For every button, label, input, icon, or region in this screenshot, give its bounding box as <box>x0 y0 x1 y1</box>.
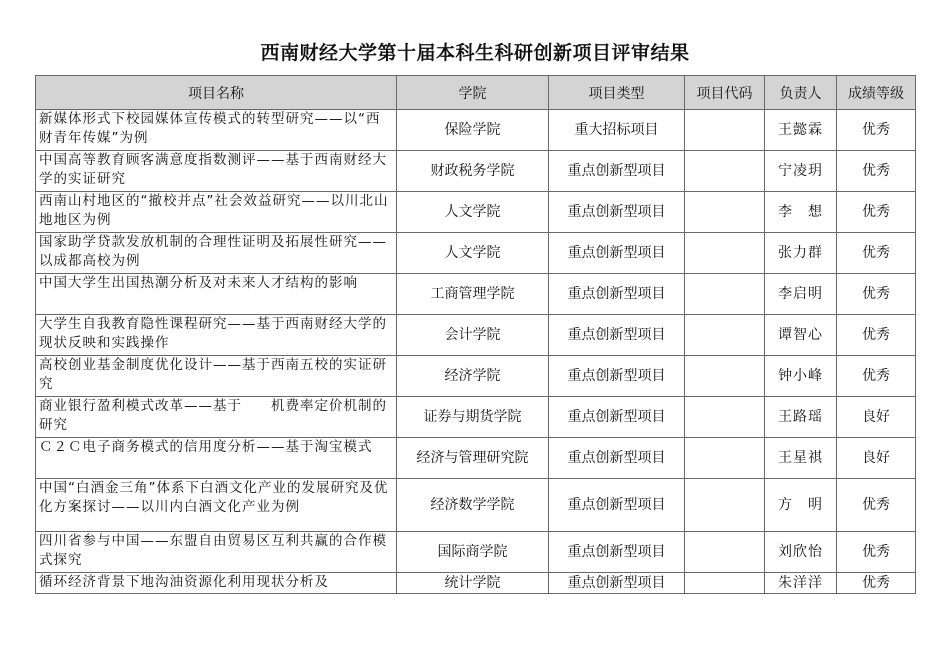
college-cell: 经济数学学院 <box>397 479 549 532</box>
project-code-cell <box>685 315 765 356</box>
college-cell: 统计学院 <box>397 573 549 594</box>
leader-cell: 谭智心 <box>765 315 837 356</box>
header-project-type: 项目类型 <box>549 76 685 110</box>
grade-cell: 优秀 <box>837 274 916 315</box>
grade-cell: 良好 <box>837 438 916 479</box>
header-grade: 成绩等级 <box>837 76 916 110</box>
table-row <box>36 192 916 233</box>
leader-cell: 刘欣怡 <box>765 532 837 573</box>
table-row <box>36 274 916 315</box>
project-code-cell <box>685 532 765 573</box>
project-name-cell: 西南山村地区的“撤校并点”社会效益研究——以川北山地地区为例 <box>36 192 397 233</box>
project-type-cell: 重点创新型项目 <box>549 356 685 397</box>
leader-cell: 王懿霖 <box>765 110 837 151</box>
project-name-cell: 大学生自我教育隐性课程研究——基于西南财经大学的现状反映和实践操作 <box>36 315 397 356</box>
project-name-cell: 商业银行盈利模式改革——基于 机费率定价机制的研究 <box>36 397 397 438</box>
project-type-cell: 重点创新型项目 <box>549 274 685 315</box>
table-row <box>36 532 916 573</box>
project-type-cell: 重点创新型项目 <box>549 532 685 573</box>
college-cell: 会计学院 <box>397 315 549 356</box>
project-type-cell: 重点创新型项目 <box>549 397 685 438</box>
project-type-cell: 重点创新型项目 <box>549 233 685 274</box>
table-row <box>36 573 916 594</box>
college-cell: 经济与管理研究院 <box>397 438 549 479</box>
college-cell: 证券与期货学院 <box>397 397 549 438</box>
table-row <box>36 397 916 438</box>
leader-cell: 方 明 <box>765 479 837 532</box>
table-row <box>36 356 916 397</box>
project-type-cell: 重点创新型项目 <box>549 192 685 233</box>
college-cell: 财政税务学院 <box>397 151 549 192</box>
table-row <box>36 479 916 532</box>
project-name-cell: 四川省参与中国——东盟自由贸易区互利共赢的合作模式探究 <box>36 532 397 573</box>
project-name-cell: 中国“白酒金三角”体系下白酒文化产业的发展研究及优化方案探讨——以川内白酒文化产业为例 <box>36 479 397 532</box>
college-cell: 人文学院 <box>397 233 549 274</box>
college-cell: 人文学院 <box>397 192 549 233</box>
page-title: 西南财经大学第十届本科生科研创新项目评审结果 <box>260 42 690 64</box>
grade-cell: 优秀 <box>837 110 916 151</box>
project-name-cell: 中国大学生出国热潮分析及对未来人才结构的影响 <box>36 274 397 315</box>
grade-cell: 优秀 <box>837 315 916 356</box>
project-code-cell <box>685 274 765 315</box>
table-header-row <box>36 76 916 110</box>
leader-cell: 张力群 <box>765 233 837 274</box>
grade-cell: 优秀 <box>837 192 916 233</box>
header-college: 学院 <box>397 76 549 110</box>
grade-cell: 良好 <box>837 397 916 438</box>
project-type-cell: 重点创新型项目 <box>549 438 685 479</box>
college-cell: 保险学院 <box>397 110 549 151</box>
table-row <box>36 110 916 151</box>
project-type-cell: 重点创新型项目 <box>549 151 685 192</box>
grade-cell: 优秀 <box>837 573 916 594</box>
header-project-name: 项目名称 <box>36 76 397 110</box>
project-code-cell <box>685 192 765 233</box>
project-type-cell: 重大招标项目 <box>549 110 685 151</box>
project-type-cell: 重点创新型项目 <box>549 573 685 594</box>
project-name-cell: 循环经济背景下地沟油资源化利用现状分析及 <box>36 573 397 594</box>
grade-cell: 优秀 <box>837 356 916 397</box>
project-name-cell: Ｃ２Ｃ电子商务模式的信用度分析——基于淘宝模式 <box>36 438 397 479</box>
leader-cell: 朱洋洋 <box>765 573 837 594</box>
header-leader: 负责人 <box>765 76 837 110</box>
project-code-cell <box>685 438 765 479</box>
leader-cell: 李启明 <box>765 274 837 315</box>
project-type-cell: 重点创新型项目 <box>549 315 685 356</box>
project-code-cell <box>685 573 765 594</box>
leader-cell: 钟小峰 <box>765 356 837 397</box>
project-code-cell <box>685 479 765 532</box>
project-code-cell <box>685 356 765 397</box>
college-cell: 经济学院 <box>397 356 549 397</box>
leader-cell: 李 想 <box>765 192 837 233</box>
project-name-cell: 高校创业基金制度优化设计——基于西南五校的实证研究 <box>36 356 397 397</box>
grade-cell: 优秀 <box>837 479 916 532</box>
header-project-code: 项目代码 <box>685 76 765 110</box>
leader-cell: 宁凌玥 <box>765 151 837 192</box>
project-code-cell <box>685 397 765 438</box>
grade-cell: 优秀 <box>837 233 916 274</box>
table-row <box>36 151 916 192</box>
college-cell: 国际商学院 <box>397 532 549 573</box>
project-name-cell: 新媒体形式下校园媒体宣传模式的转型研究——以“西财青年传媒”为例 <box>36 110 397 151</box>
table-row <box>36 315 916 356</box>
table-row <box>36 233 916 274</box>
project-code-cell <box>685 110 765 151</box>
table-row <box>36 438 916 479</box>
project-code-cell <box>685 233 765 274</box>
leader-cell: 王路瑶 <box>765 397 837 438</box>
project-name-cell: 国家助学贷款发放机制的合理性证明及拓展性研究——以成都高校为例 <box>36 233 397 274</box>
project-type-cell: 重点创新型项目 <box>549 479 685 532</box>
leader-cell: 王星祺 <box>765 438 837 479</box>
project-code-cell <box>685 151 765 192</box>
college-cell: 工商管理学院 <box>397 274 549 315</box>
project-name-cell: 中国高等教育顾客满意度指数测评——基于西南财经大学的实证研究 <box>36 151 397 192</box>
results-table <box>35 75 916 594</box>
grade-cell: 优秀 <box>837 532 916 573</box>
grade-cell: 优秀 <box>837 151 916 192</box>
